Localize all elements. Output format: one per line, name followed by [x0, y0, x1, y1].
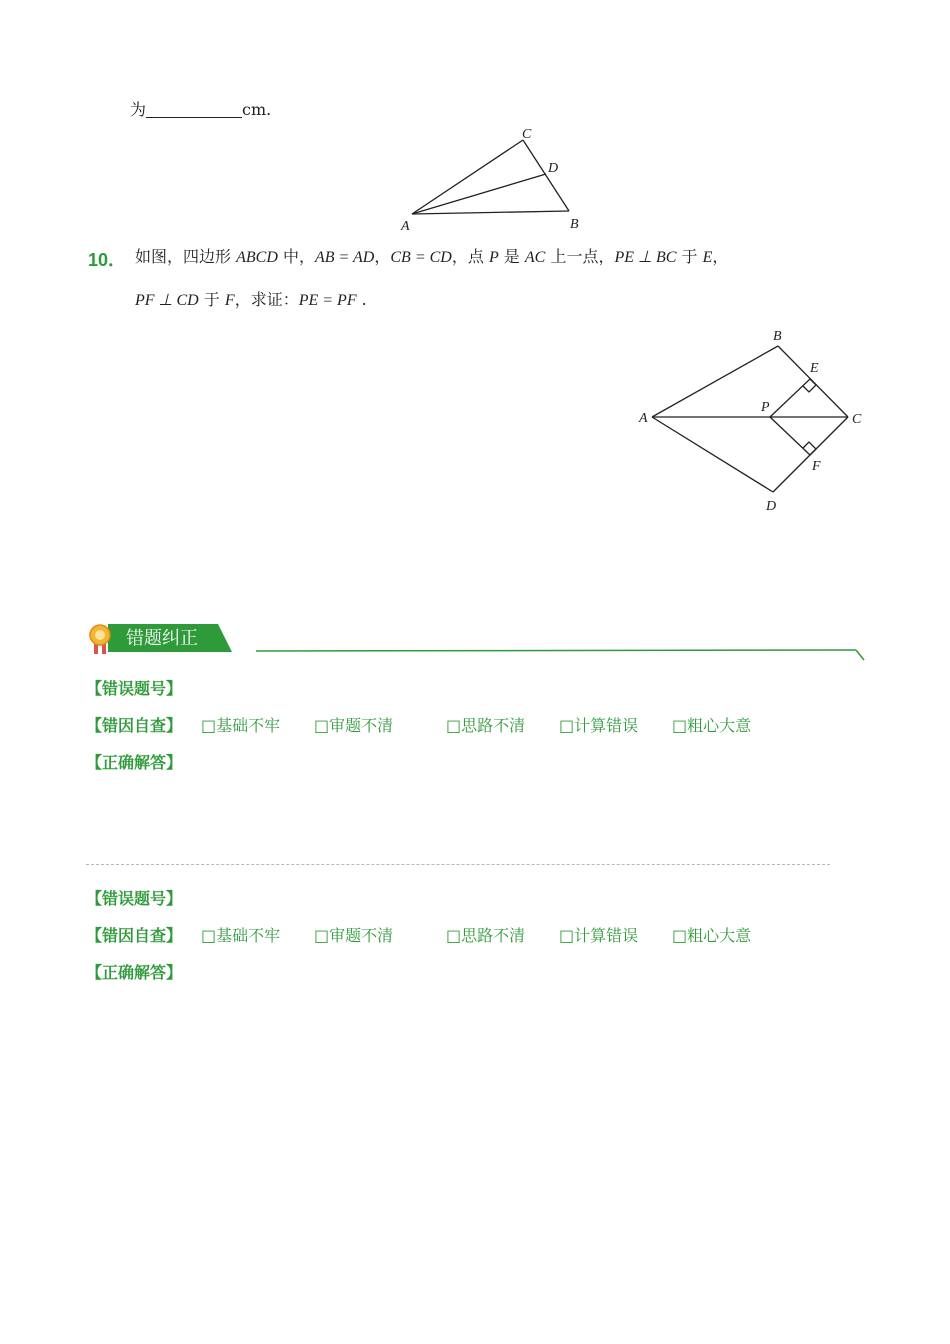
label-b: B — [773, 329, 782, 344]
answer-blank[interactable] — [146, 103, 242, 118]
q10-text-segment: CB = CD — [390, 249, 452, 266]
segment-ad — [412, 174, 546, 214]
q10-text-segment: AB = AD — [314, 249, 375, 266]
option-thinking-checkbox[interactable]: □思路不清 — [446, 926, 526, 945]
q10-number: 10． — [88, 250, 127, 270]
cause-label: 【错因自查】 — [86, 926, 183, 945]
option-reading-checkbox[interactable]: □审题不清 — [314, 716, 394, 735]
option-thinking-checkbox[interactable]: □思路不清 — [446, 716, 526, 735]
section-rule-end — [856, 650, 864, 660]
q10-text-segment: . — [356, 290, 367, 309]
label-b: B — [570, 217, 579, 232]
label-c: C — [522, 127, 532, 142]
segment-cb — [523, 140, 569, 211]
q10-text-segment: 如图，四边形 — [135, 247, 237, 266]
kite-figure — [630, 322, 880, 518]
q10-text-segment: 中， — [277, 247, 315, 266]
medal-icon — [90, 625, 110, 654]
q10-text-segment: E — [702, 249, 713, 266]
dashed-divider — [86, 864, 830, 865]
q10-text-segment: PF ⊥ CD — [135, 292, 199, 309]
q10-text-line1 — [135, 247, 728, 268]
q10-text-segment: F — [224, 292, 235, 309]
q10-text-segment: P — [488, 249, 499, 266]
segment-ac — [412, 140, 523, 214]
right-angle-mark-f — [803, 442, 816, 455]
section-title: 错题纠正 — [126, 628, 198, 649]
segment-ab — [652, 346, 778, 417]
q10-text-line2 — [135, 290, 367, 311]
label-f: F — [812, 459, 821, 474]
option-calculation-checkbox[interactable]: □计算错误 — [559, 716, 639, 735]
right-angle-mark-e — [803, 379, 816, 392]
label-a: A — [639, 411, 648, 426]
segment-ad — [652, 417, 773, 492]
q10-text-segment: AC — [524, 249, 546, 266]
triangle-figure — [395, 122, 595, 234]
label-a: A — [401, 219, 410, 234]
wrong-number-label: 【错误题号】 — [86, 889, 183, 908]
option-basics-checkbox[interactable]: □基础不牢 — [201, 926, 281, 945]
label-d: D — [766, 499, 777, 514]
segment-ab — [412, 211, 569, 214]
q10-text-segment: 是 — [498, 247, 525, 266]
label-e: E — [810, 361, 819, 376]
correct-answer-label: 【正确解答】 — [86, 753, 183, 772]
q10-text-segment: 上一点， — [545, 247, 615, 266]
option-careless-checkbox[interactable]: □粗心大意 — [672, 716, 752, 735]
cause-label: 【错因自查】 — [86, 716, 183, 735]
correct-answer-label: 【正确解答】 — [86, 963, 183, 982]
q9-prefix: 为 — [130, 100, 147, 119]
label-c: C — [852, 412, 862, 427]
q9-answer-line — [130, 100, 271, 120]
option-basics-checkbox[interactable]: □基础不牢 — [201, 716, 281, 735]
q10-text-segment: 于 — [676, 247, 703, 266]
q10-text-segment: ，点 — [451, 247, 489, 266]
section-header — [86, 618, 876, 666]
wrong-number-label: 【错误题号】 — [86, 679, 183, 698]
q10-text-segment: ，求证： — [234, 290, 299, 309]
q10-text-segment: PE ⊥ BC — [614, 249, 677, 266]
q10-text-segment: 于 — [198, 290, 225, 309]
q9-unit: cm. — [242, 100, 272, 119]
option-careless-checkbox[interactable]: □粗心大意 — [672, 926, 752, 945]
q10-text-segment: ， — [712, 247, 729, 266]
q10-text-segment: PE = PF — [298, 292, 357, 309]
segment-pe — [770, 379, 810, 417]
q10-text-segment: ABCD — [236, 249, 278, 266]
option-calculation-checkbox[interactable]: □计算错误 — [559, 926, 639, 945]
option-reading-checkbox[interactable]: □审题不清 — [314, 926, 394, 945]
section-rule — [256, 650, 856, 651]
segment-pf — [770, 417, 810, 455]
label-d: D — [548, 161, 559, 176]
label-p: P — [761, 400, 770, 415]
q10-text-segment: ， — [374, 247, 391, 266]
